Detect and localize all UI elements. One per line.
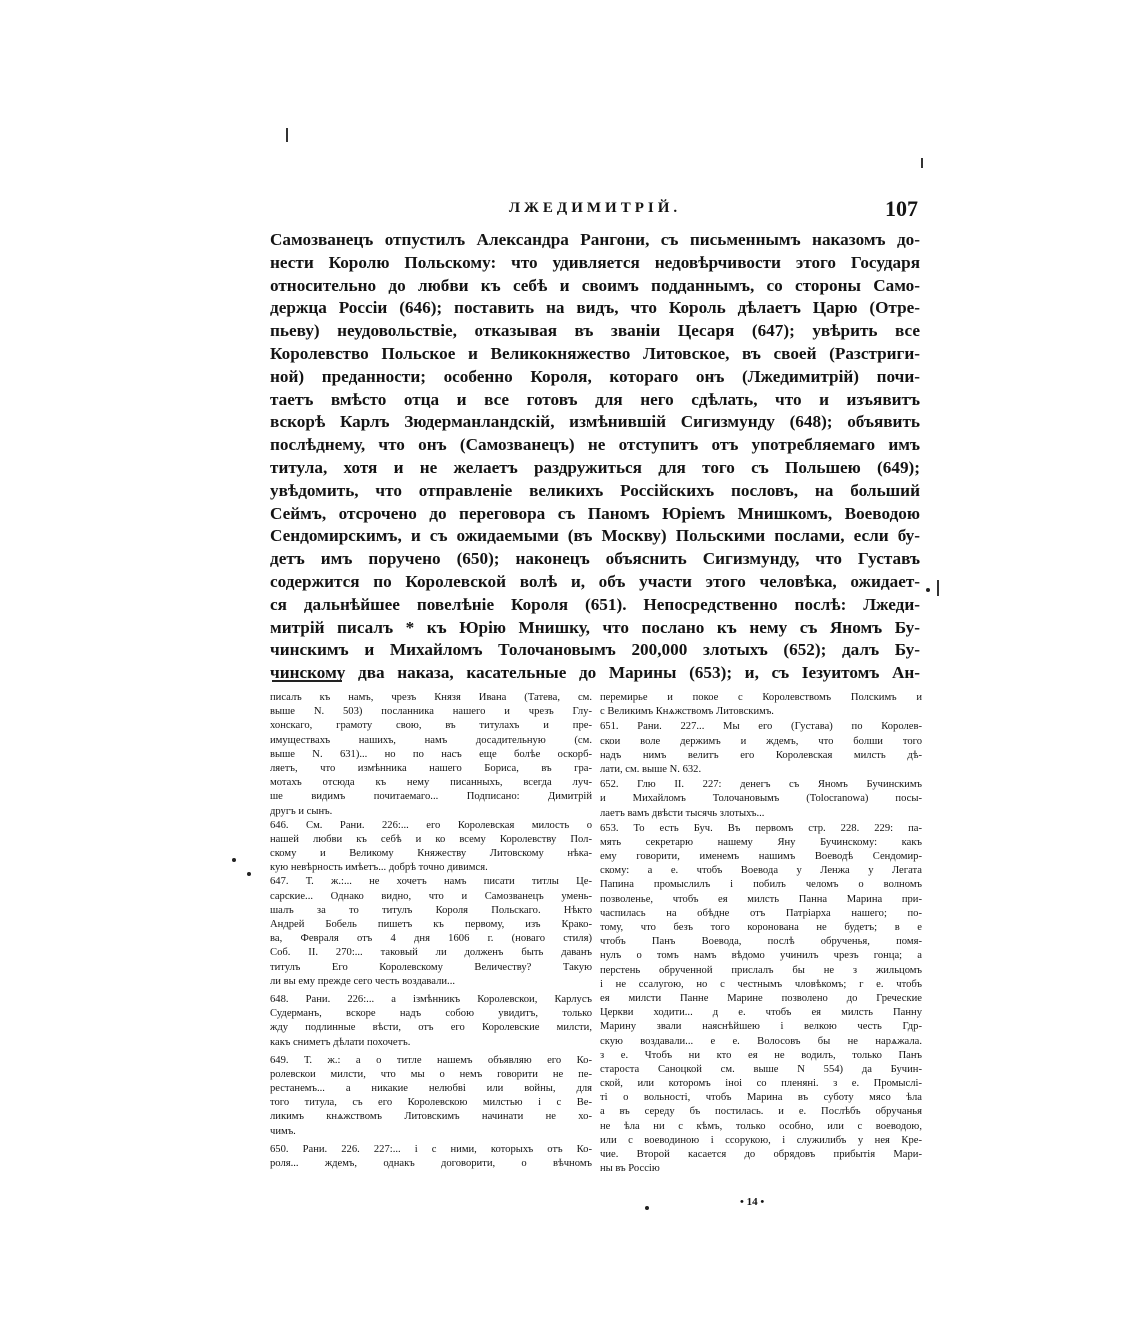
text-line: держца Россіи (646); поставить на видъ, что Король дѣлаетъ Царю (Отре- <box>270 298 920 318</box>
footnote-line: лати, см. выше N. 632. <box>600 763 702 775</box>
footnote-line: ликимъ кнѧжствомъ Литовскимъ начинати не хо- <box>270 1111 592 1123</box>
footnote-line: ны въ Россію <box>600 1163 660 1175</box>
text-line: увѣдомить, что отправленіе великихъ Россійскихъ пословъ, на больший <box>270 480 920 500</box>
footnote-line: жду подлинные вѣсти, отъ его Королевские милсти, <box>270 1022 592 1034</box>
footnote-line: Марину звали наяснѣйшею і велкою честь Гдр- <box>600 1021 922 1033</box>
footnote-line: 648. Рани. 226:... а ізмѣнникъ Королевскои, Карлусъ <box>270 993 592 1005</box>
footnote-line: а въ середу бъ постилась. и е. Послѣбъ обручанья <box>600 1106 922 1118</box>
footnote-line: 649. Т. ж.: а о титле нашемъ объявляю его Ко- <box>270 1054 592 1066</box>
footnote-line: 646. См. Рани. 226:... его Королевская милость о <box>270 819 592 831</box>
text-line: пьеву) неудовольствіе, отказывая въ званіи Цесаря (647); увѣрить все <box>270 321 920 341</box>
footnote-line: мять секретарю нашему Яну Бучинскому: какъ <box>600 836 922 848</box>
footnote-line: шалъ за то титулъ Короля Польскаго. Нѣкто <box>270 904 592 916</box>
footnote-line: Андрей Бобель пишетъ къ первому, изъ Крако- <box>270 919 592 930</box>
footnote-line: какъ сниметъ дѣлати похочетъ. <box>270 1036 411 1048</box>
footnote-line: позволенье, чтобъ ея милсть Панна Марина при- <box>600 893 922 905</box>
text-line: Сеймъ, отсрочено до переговора съ Паномъ Юріемъ Мнишкомъ, Воеводою <box>270 503 920 523</box>
footnote-line: скому и Великому Княжеству Литовскому нѣка- <box>270 848 592 860</box>
footnote-line: часпилась на обѣдне отъ Патріарха нашего; по- <box>600 907 922 919</box>
footnote-line: ті о вольності, чтобъ Марина въ суботу мясо ѣла <box>600 1092 922 1104</box>
footnote-line: ролевскои милсти, что мы о немъ говорити не пе- <box>270 1068 592 1080</box>
text-line: чинскимъ и Михайломъ Толочановымъ 200,000 злотыхъ (652); далъ Бу- <box>270 640 920 660</box>
footnote-line: 653. То есть Буч. Въ первомъ стр. 228. 229: па- <box>600 822 922 834</box>
footnote-line: тому, что безъ того коронована не будетъ; в е <box>600 922 922 933</box>
footnote-line: ея милсти Панне Марине позволено до Греческие <box>600 992 922 1004</box>
text-line: ной) преданности; особенно Короля, котораго онъ (Лжедимитрій) почи- <box>270 366 920 386</box>
text-line: Королевство Польское и Великокняжество Литовское, въ своей (Разстриги- <box>270 343 920 363</box>
footnote-line: или с воеводиною і ссорукою, і служилибъ у нея Кре- <box>600 1134 922 1146</box>
text-line: детъ имъ поручено (650); наконецъ объяснить Сигизмунду, что Густавъ <box>270 549 920 569</box>
footnote-line: и Михайломъ Толочановымъ (Tolocranowa) посы- <box>600 793 922 805</box>
page-number: 107 <box>885 196 918 221</box>
text-line: чинскому два наказа, касательные до Марины (653); и, съ Іезуитомъ Ан- <box>270 663 920 683</box>
footnote-line: 652. Глю II. 227: денегъ съ Яномъ Бучинскимъ <box>600 779 922 791</box>
scan-speck <box>247 872 251 876</box>
scan-mark <box>921 158 923 168</box>
footnote-line: скому: а е. чтобъ Воевода у Ленжа у Легата <box>600 865 922 877</box>
footnotes-left-column <box>270 691 592 1171</box>
footnote-line: скои воле держимъ и ждемъ, что болши того <box>600 735 922 747</box>
footnote-line: того титула, съ его Королевскою милстью і с Ве- <box>270 1097 592 1109</box>
text-line: содержится по Королевской волѣ и, объ участи этого человѣка, ожидает- <box>270 571 920 591</box>
text-line: титула, хотя и не желаетъ раздружиться для того съ Польшею (649); <box>270 457 920 477</box>
footnote-line: рестанемъ... а никакие нелюбві или войны, для <box>270 1083 592 1095</box>
footnote-line: ли вы ему прежде сего честь воздавали... <box>270 975 455 987</box>
footnotes-right-column <box>600 691 922 1176</box>
footnote-line: ему говорити, именемъ нашимъ Воеводѣ Сендомир- <box>600 851 922 863</box>
footnote-line: роля... ждемъ, однакъ договорити, о вѣчномъ <box>270 1158 592 1169</box>
footnote-line: ва, Февраля отъ 4 дня 1606 г. (новаго стиля) <box>270 933 592 945</box>
text-line: ся дальнѣйшее повелѣніе Короля (651). Непосредственно послѣ: Лжеди- <box>270 594 920 614</box>
scan-mark <box>286 128 288 142</box>
footnote-line: староста Саноцкой см. выше N 554) да Бучин- <box>600 1063 922 1075</box>
footnote-line: перемирье и покое с Королевствомъ Полскимъ и <box>600 692 922 703</box>
footnote-line: і не ссалугою, но с честнымъ чловѣкомъ; г е. чтобъ <box>600 978 922 990</box>
footnote-line: титулъ Его Королевскому Величеству? Такую <box>270 961 592 973</box>
footnote-line: ской, или которомъ іноі со пленяні. з е. Промыслі- <box>600 1078 922 1090</box>
footnote-line: с Великимъ Кнѧжствомъ Литовскимъ. <box>600 706 774 718</box>
footnote-line: нулъ о томъ намъ вѣдомо учинилъ чрезъ гонца; а <box>600 950 922 962</box>
footnote-line: хонскаго, грамоту свою, въ титулахъ и пре- <box>270 720 592 732</box>
footnote-line: 651. Рани. 227... Мы его (Густава) по Королев- <box>600 721 922 733</box>
text-line: Самозванецъ отпустилъ Александра Рангони, съ письменнымъ наказомъ до- <box>270 230 920 249</box>
text-line: послѣднему, что онъ (Самозванецъ) не отступитъ отъ употребляемаго имъ <box>270 435 920 455</box>
footnote-line: выше N. 631)... но по насъ еще болѣе оскорб- <box>270 748 592 760</box>
text-line: нести Королю Польскому: что удивляется недовѣрчивости этого Государя <box>270 252 920 272</box>
text-line: вскорѣ Карлъ Зюдерманландскій, измѣнившій Сигизмунду (648); объявить <box>270 412 920 432</box>
footnote-line: сарские... Однако видно, что и Самозванецъ умень- <box>270 890 592 902</box>
text-line: относительно до любви къ себѣ и своимъ подданнымъ, со стороны Само- <box>270 275 920 295</box>
text-line: таетъ вмѣсто отца и все готовъ для него сдѣлать, что и изъявитъ <box>270 389 920 409</box>
text-line: Сендомирскимъ, и съ ожидаемыми (въ Москву) Польскими послами, если бу- <box>270 526 920 546</box>
footnote-line: имуществахъ нашихъ, намъ досадительную (см. <box>270 734 592 746</box>
footnote-line: чимъ. <box>270 1125 296 1137</box>
footnote-line: ше видимъ почитаемаго... Подписано: Димитрій <box>270 791 592 803</box>
main-text-block <box>270 229 920 685</box>
footnote-line: скую воздавали... е е. Волосовъ бы не нарѧжала. <box>600 1035 922 1047</box>
footnote-line: выше N. 503) посланника нашего и чрезъ Глу- <box>270 706 592 718</box>
footnote-line: чие. Второй касается до обрядовъ прибытія Мари- <box>600 1149 922 1160</box>
running-header <box>270 196 920 222</box>
footnote-line: перстень обрученной прислалъ бы не з жильцомъ <box>600 964 922 976</box>
footnote-line: кую невѣрность имѣетъ... добрѣ точно дивимся. <box>270 862 488 874</box>
footnote-line: лаетъ вамъ двѣсти тысячь злотыхъ... <box>600 807 765 819</box>
footnote-line: Соб. II. 270:... таковый ли долженъ быть даванъ <box>270 947 592 959</box>
footnote-line: не ѣла ни с кѣмъ, только особно, или с воеводою, <box>600 1120 922 1132</box>
scan-speck <box>926 588 930 592</box>
footnote-line: мотахъ отсюда къ нему писанныхъ, всегда луч- <box>270 777 592 789</box>
footnote-separator-rule <box>272 680 342 682</box>
signature-mark: • 14 • <box>740 1196 765 1208</box>
scan-speck <box>232 858 236 862</box>
footnote-line: ляетъ, что измѣнника нашего Бориса, въ гра- <box>270 762 592 774</box>
footnote-line: нашей любви къ себѣ и ко всему Королевству Пол- <box>270 833 592 845</box>
footnote-line: 650. Рани. 226. 227:... і с ними, которыхъ отъ Ко- <box>270 1143 592 1155</box>
running-title: ЛЖЕДИМИТРІЙ. <box>508 200 682 216</box>
scan-mark <box>937 580 939 596</box>
footnote-line: надъ нимъ велитъ его Королевская милсть дѣ- <box>600 749 922 761</box>
footnote-line: 647. Т. ж.:... не хочетъ намъ писати титлы Це- <box>270 876 592 888</box>
footnote-line: Церкви ходити... д е. чтобъ ея милсть Панну <box>600 1007 922 1019</box>
text-line: митрій писалъ * къ Юрію Мнишку, что послано къ нему съ Яномъ Бу- <box>270 617 920 637</box>
footnote-line: Папина промыслилъ і побилъ челомъ о волномъ <box>600 879 922 891</box>
footnote-line: з е. Чтобъ ни кто ея не водилъ, только Панъ <box>600 1049 922 1061</box>
footnote-line: писалъ къ намъ, чрезъ Князя Ивана (Татева, см. <box>270 692 592 703</box>
scan-speck <box>645 1206 649 1210</box>
footnote-line: другъ и сынъ. <box>270 805 333 817</box>
footnote-line: чтобъ Панъ Воевода, послѣ обрученья, помя- <box>600 936 922 948</box>
footnote-line: Судерманъ, вскоре надъ собою увидитъ, только <box>270 1008 592 1020</box>
